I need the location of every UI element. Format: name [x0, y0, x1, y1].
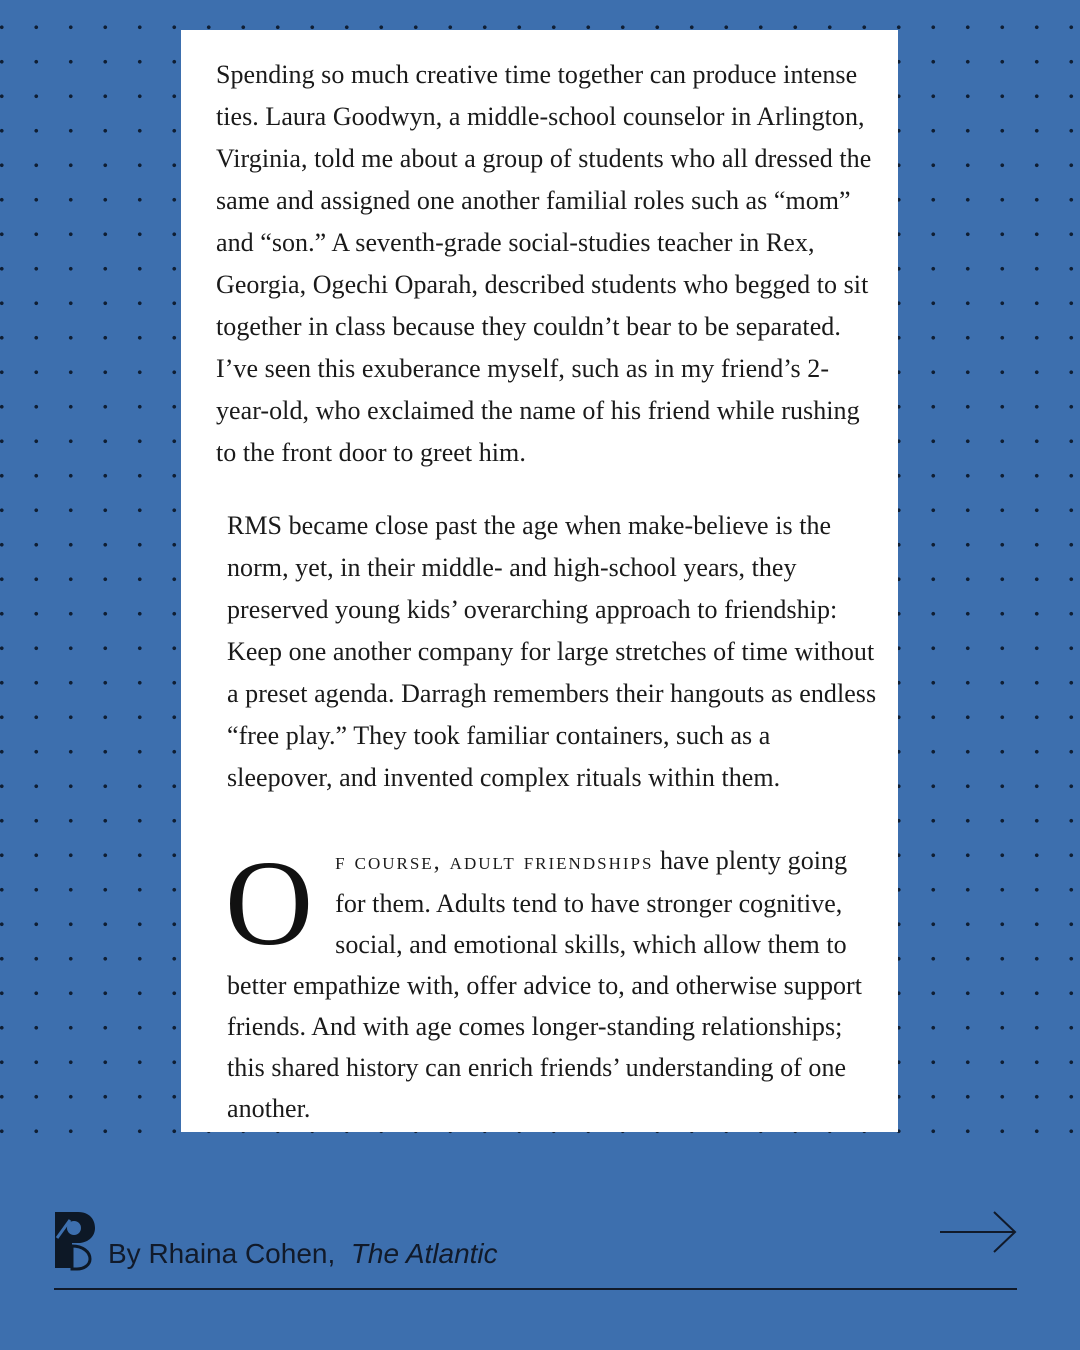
publication-logo-icon [52, 1208, 98, 1272]
section-lead-in: f course, adult friendships [335, 849, 654, 875]
footer-divider [54, 1288, 1017, 1290]
publication-name: The Atlantic [350, 1238, 498, 1269]
author-name: By Rhaina Cohen, [108, 1238, 336, 1269]
paragraph-3 [227, 840, 878, 1129]
text-card-3 [181, 840, 898, 1132]
arrow-right-icon[interactable] [938, 1210, 1020, 1256]
byline [108, 1238, 498, 1270]
paragraph-3-body: have plenty going for them. Adults tend to have stronger cognitive, social, and emotional skills, which allow them to better empathize with, offer advice to, and otherwise support friends. And with age comes longer-standing relationships; this shared history can enrich friends’ understanding of one another. [227, 846, 863, 1123]
drop-cap: O [225, 840, 314, 971]
text-card-1 [181, 30, 898, 495]
paragraph-1: Spending so much creative time together can produce intense ties. Laura Goodwyn, a middle-school counselor in Arlington, Virginia, told me about a group of students who all dressed the same and assigned one another familial roles such as “mom” and “son.” A seventh-grade social-studies teacher in Rex, Georgia, Ogechi Oparah, described students who begged to sit together in class because they couldn’t bear to be separated. I’ve seen this exuberance myself, such as in my friend’s 2-year-old, who exclaimed the name of his friend while rushing to the front door to greet him. [216, 60, 872, 467]
text-card-2 [181, 495, 898, 840]
paragraph-2: RMS became close past the age when make-believe is the norm, yet, in their middle- and high-school years, they preserved young kids’ overarching approach to friendship: Keep one another company for large stretches of time without a preset agenda. Darragh remembers their hangouts as endless “free play.” They took familiar containers, such as a sleepover, and invented complex rituals within them. [227, 511, 877, 792]
